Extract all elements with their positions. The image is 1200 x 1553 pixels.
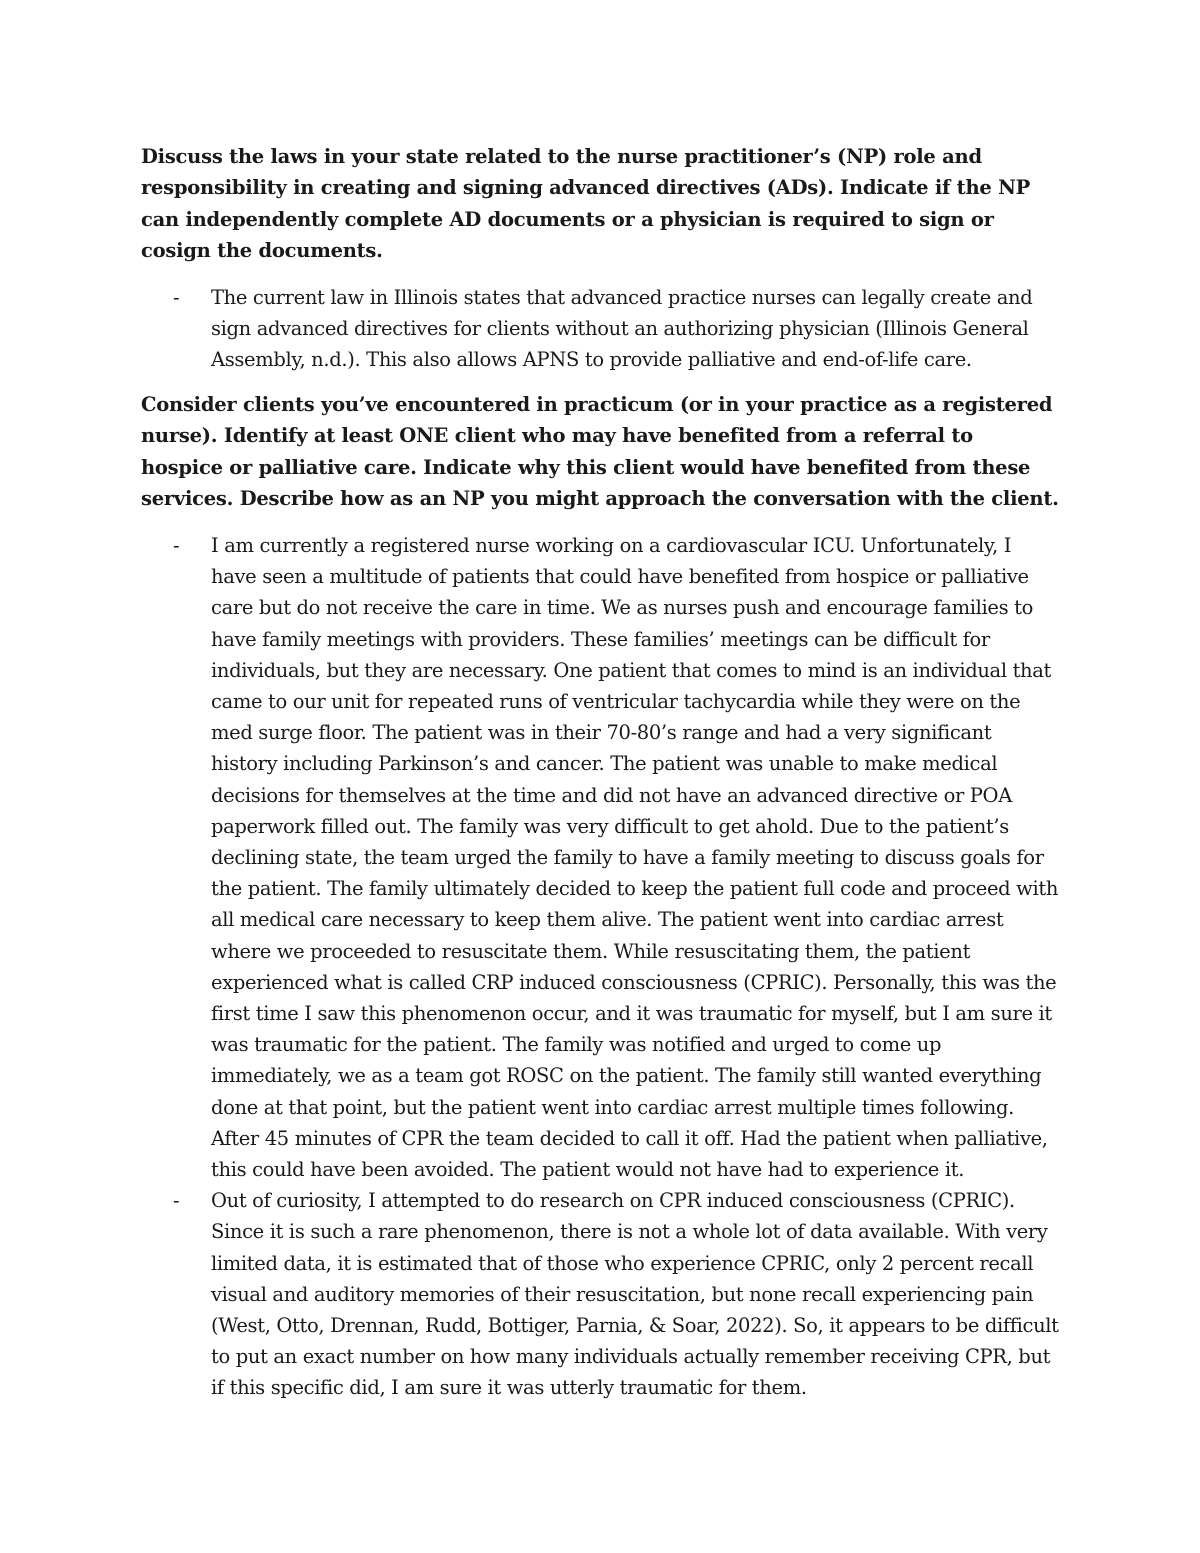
answer-2-item-2-text: Out of curiosity, I attempted to do research on CPR induced consciousness (CPRIC). Since it is such a rare phenomenon, there is not a whole lot of data available. With very limited data, it is estimated that of those who experience CPRIC, only 2 percent recall visual and auditory memories of their resuscitation, but none recall experiencing pain (West, Otto, Drennan, Rudd, Bottiger, Parnia, & Soar, 2022). So, it appears to be difficult to put an exact number on how many individuals actually remember receiving CPR, but if this specific did, I am sure it was utterly traumatic for them. xyxy=(211,1189,1059,1400)
question-2-heading: Consider clients you’ve encountered in practicum (or in your practice as a registered nurse). Identify at least ONE client who may have benefited from a referral to hospice or palliative care. Indicate why this client would have benefited from these services. Describe how as an NP you might approach the conversation with the client. xyxy=(141,393,1059,510)
answer-2-list xyxy=(141,530,1061,1404)
answer-2-item-1-text: I am currently a registered nurse working on a cardiovascular ICU. Unfortunately, I have seen a multitude of patients that could have benefited from hospice or palliative care but do not receive the care in time. We as nurses push and encourage families to have family meetings with providers. These families’ meetings can be difficult for individuals, but they are necessary. One patient that comes to mind is an individual that came to our unit for repeated runs of ventricular tachycardia while they were on the med surge floor. The patient was in their 70-80’s range and had a very significant history including Parkinson’s and cancer. The patient was unable to make medical decisions for themselves at the time and did not have an advanced directive or POA paperwork filled out. The family was very difficult to get ahold. Due to the patient’s declining state, the team urged the family to have a family meeting to discuss goals for the patient. The family ultimately decided to keep the patient full code and proceed with all medical care necessary to keep them alive. The patient went into cardiac arrest where we proceeded to resuscitate them. While resuscitating them, the patient experienced what is called CRP induced consciousness (CPRIC). Personally, this was the first time I saw this phenomenon occur, and it was traumatic for myself, but I am sure it was traumatic for the patient. The family was notified and urged to come up immediately, we as a team got ROSC on the patient. The family still wanted everything done at that point, but the patient went into cardiac arrest multiple times following. After 45 minutes of CPR the team decided to call it off. Had the patient when palliative, this could have been avoided. The patient would not have had to experience it. xyxy=(211,534,1059,1182)
answer-1-text: The current law in Illinois states that advanced practice nurses can legally create and sign advanced directives for clients without an authorizing physician (Illinois General Assembly, n.d.). This also allows APNS to provide palliative and end-of-life care. xyxy=(211,286,1033,372)
bullet-dash: - xyxy=(173,286,180,309)
answer-1-list xyxy=(141,282,1061,376)
bullet-dash: - xyxy=(173,534,180,557)
bullet-dash: - xyxy=(173,1189,180,1213)
answer-2-item-1 xyxy=(141,530,1061,1185)
answer-1-item xyxy=(141,282,1061,376)
answer-2-item-2 xyxy=(141,1185,1061,1403)
question-1-heading: Discuss the laws in your state related to the nurse practitioner’s (NP) role and responsibility in creating and signing advanced directives (ADs). Indicate if the NP can independently complete AD documents or a physician is required to sign or cosign the documents. xyxy=(141,145,1031,262)
